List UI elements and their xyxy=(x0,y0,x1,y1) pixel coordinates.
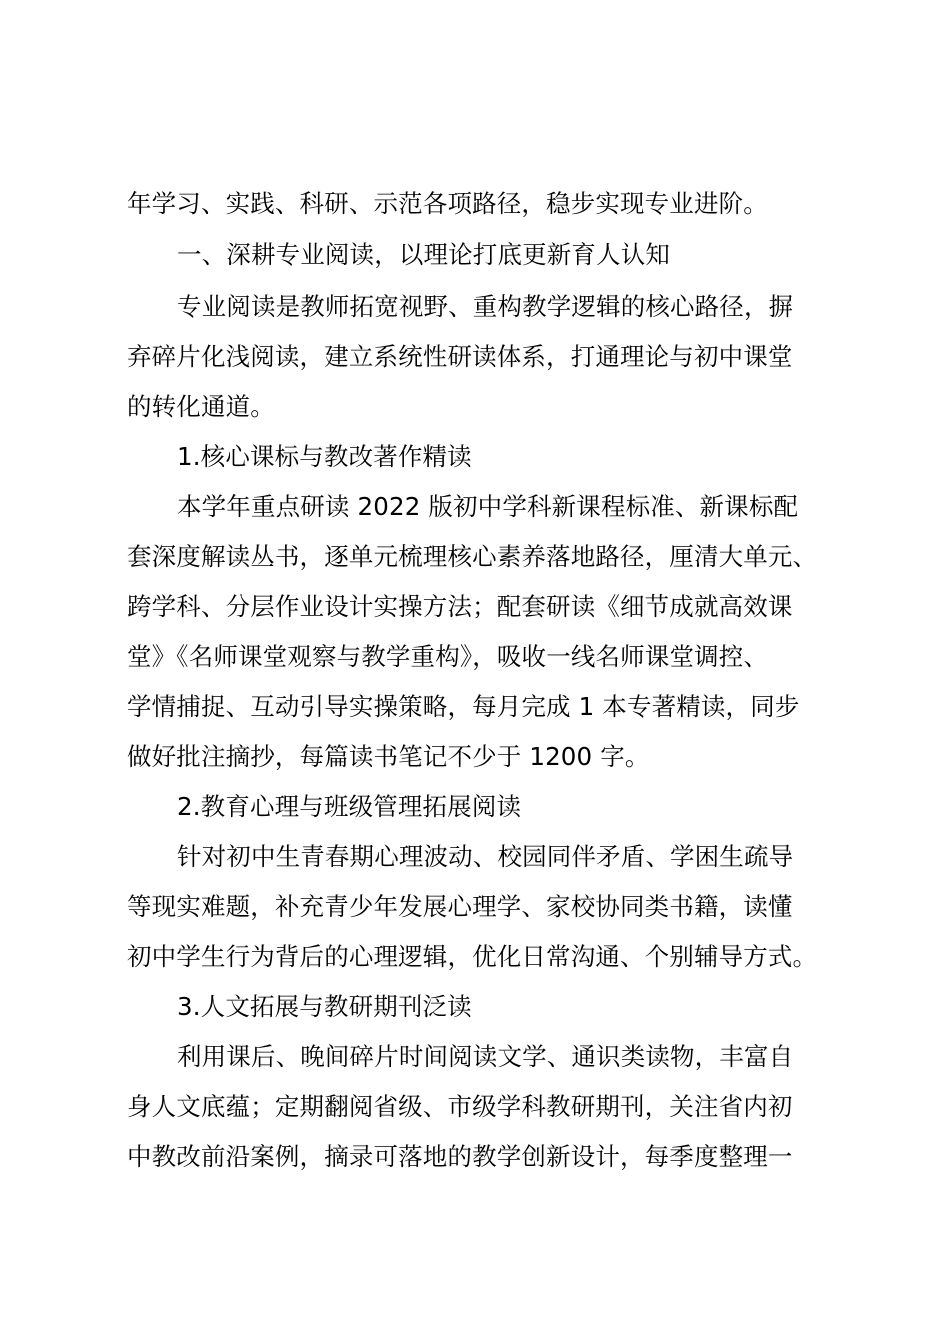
paragraph-line: 跨学科、分层作业设计实操方法；配套研读《细节成就高效课 xyxy=(127,592,793,621)
subsection-heading: 3.人文拓展与教研期刊泛读 xyxy=(177,992,472,1021)
paragraph-line: 专业阅读是教师拓宽视野、重构教学逻辑的核心路径，摒 xyxy=(177,292,794,321)
paragraph-line: 中教改前沿案例，摘录可落地的教学创新设计，每季度整理一 xyxy=(127,1142,793,1171)
paragraph-line: 初中学生行为背后的心理逻辑，优化日常沟通、个别辅导方式。 xyxy=(127,942,818,971)
paragraph-line: 的转化通道。 xyxy=(127,392,275,421)
paragraph-line: 学情捕捉、互动引导实操策略，每月完成 1 本专著精读，同步 xyxy=(127,692,800,721)
paragraph-line: 年学习、实践、科研、示范各项路径，稳步实现专业进阶。 xyxy=(127,189,768,218)
paragraph-line: 做好批注摘抄，每篇读书笔记不少于 1200 字。 xyxy=(127,742,650,771)
paragraph-line: 身人文底蕴；定期翻阅省级、市级学科教研期刊，关注省内初 xyxy=(127,1092,793,1121)
paragraph-line: 堂》《名师课堂观察与教学重构》，吸收一线名师课堂调控、 xyxy=(127,642,769,671)
paragraph-line: 本学年重点研读 2022 版初中学科新课程标准、新课标配 xyxy=(177,492,799,521)
paragraph-line: 弃碎片化浅阅读，建立系统性研读体系，打通理论与初中课堂 xyxy=(127,342,793,371)
subsection-heading: 1.核心课标与教改著作精读 xyxy=(177,442,472,471)
paragraph-line: 利用课后、晚间碎片时间阅读文学、通识类读物，丰富自 xyxy=(177,1042,794,1071)
subsection-heading: 2.教育心理与班级管理拓展阅读 xyxy=(177,792,522,821)
section-heading: 一、深耕专业阅读，以理论打底更新育人认知 xyxy=(177,240,670,269)
paragraph-line: 等现实难题，补充青少年发展心理学、家校协同类书籍，读懂 xyxy=(127,892,793,921)
paragraph-line: 针对初中生青春期心理波动、校园同伴矛盾、学困生疏导 xyxy=(177,842,794,871)
paragraph-line: 套深度解读丛书，逐单元梳理核心素养落地路径，厘清大单元、 xyxy=(127,542,818,571)
